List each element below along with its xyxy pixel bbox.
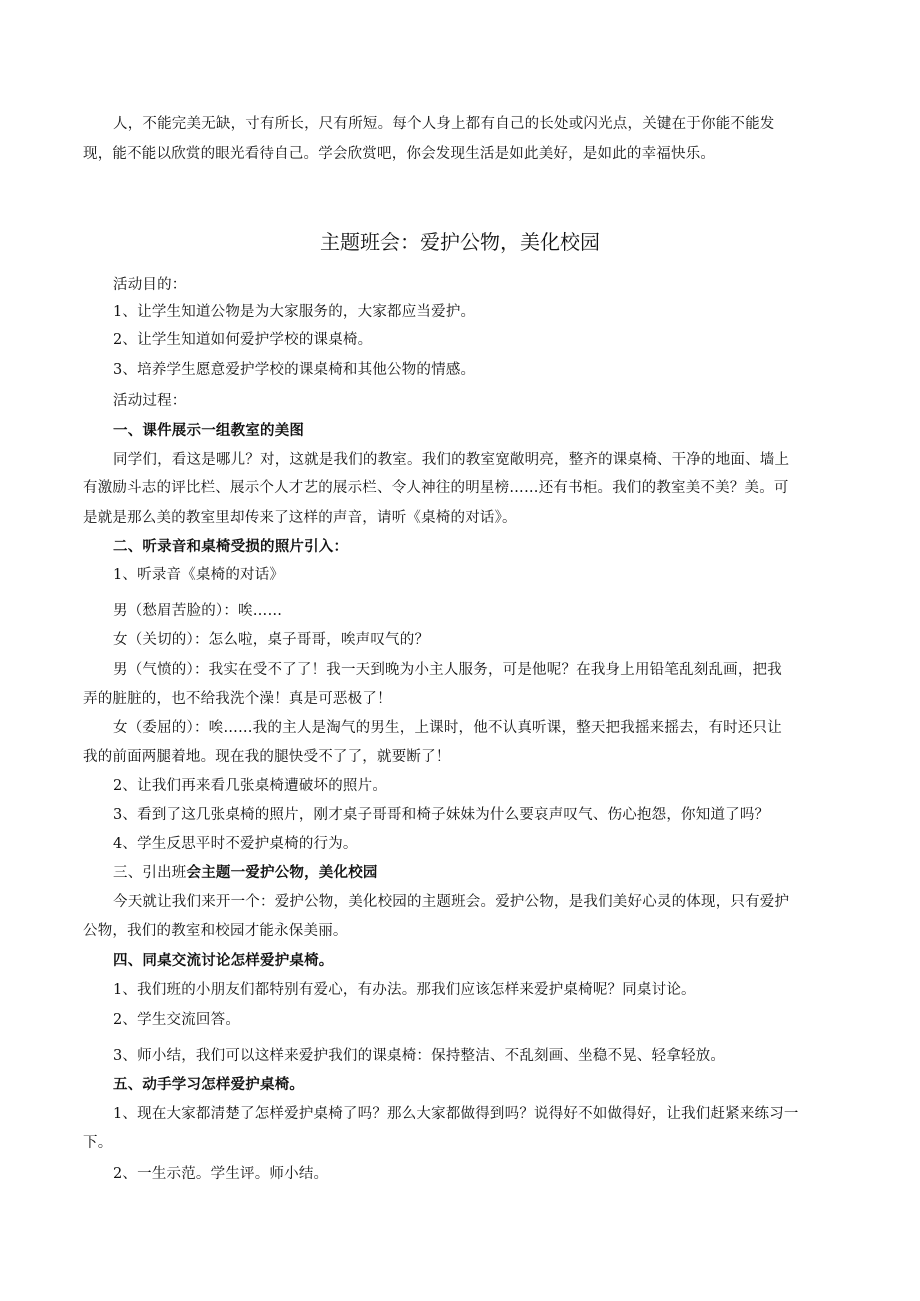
page-title: 主题班会：爱护公物，美化校园: [320, 230, 600, 254]
dialogue-line-3b: 弄的脏脏的，也不给我洗个澡！真是可恶极了！: [83, 691, 392, 707]
dialogue-line-4a: 女（委屈的）：唉……我的主人是淘气的男生，上课时，他不认真听课，整天把我摇来摇去，有时还只让: [113, 720, 782, 736]
section-3-paragraph-line-1: 今天就让我们来开一个：爱护公物，美化校园的主题班会。爱护公物，是我们美好心灵的体现，只有爱护: [113, 894, 790, 910]
section-2-item-2: 2、让我们再来看几张桌椅遭破坏的照片。: [113, 778, 388, 794]
section-4-item-1: 1、我们班的小朋友们都特别有爱心，有办法。那我们应该怎样来爱护桌椅呢？同桌讨论。: [113, 982, 696, 998]
section-2-item-4: 4、学生反思平时不爱护桌椅的行为。: [113, 836, 358, 852]
section-1-paragraph-line-2: 有激励斗志的评比栏、展示个人才艺的展示栏、令人神往的明星榜……还有书柜。我们的教室美不美？美。可: [83, 480, 789, 496]
section-5-item-1a: 1、现在大家都清楚了怎样爱护桌椅了吗？那么大家都做得到吗？说得好不如做得好，让我们赶紧来练习一: [113, 1106, 799, 1122]
section-3-paragraph-line-2: 公物，我们的教室和校园才能永保美丽。: [83, 923, 348, 939]
section-4-item-3: 3、师小结，我们可以这样来爱护我们的课桌椅：保持整洁、不乱刻画、坐稳不晃、轻拿轻放。: [113, 1048, 726, 1064]
dialogue-line-3a: 男（气愤的）：我实在受不了了！我一天到晚为小主人服务，可是他呢？在我身上用铅笔乱刻乱画，把我: [113, 662, 782, 678]
section-1-heading: 一、课件展示一组教室的美图: [113, 423, 305, 439]
section-1-paragraph-line-3: 是就是那么美的教室里却传来了这样的声音，请听《桌椅的对话》。: [83, 510, 517, 526]
section-3-heading-suffix: 会主题一爱护公物，美化校园: [186, 865, 378, 881]
section-4-heading: 四、同桌交流讨论怎样爱护桌椅。: [113, 953, 334, 969]
goal-heading: 活动目的：: [113, 277, 187, 293]
section-3-heading-prefix: 三、引出班: [113, 865, 187, 881]
section-2-heading: 二、听录音和桌椅受损的照片引入：: [113, 539, 349, 555]
goal-item-1: 1、让学生知道公物是为大家服务的，大家都应当爱护。: [113, 304, 476, 320]
section-3-heading: [113, 863, 840, 883]
section-4-item-2: 2、学生交流回答。: [113, 1012, 241, 1028]
section-5-item-2: 2、一生示范。学生评。师小结。: [113, 1166, 329, 1182]
section-2-item-1: 1、听录音《桌椅的对话》: [113, 567, 285, 583]
intro-paragraph-line-1: 人，不能完美无缺，寸有所长，尺有所短。每个人身上都有自己的长处或闪光点，关键在于你能不能发: [113, 116, 775, 132]
intro-paragraph-line-2: 现，能不能以欣赏的眼光看待自己。学会欣赏吧，你会发现生活是如此美好，是如此的幸福快乐。: [83, 146, 716, 162]
section-5-item-1b: 下。: [83, 1135, 113, 1151]
dialogue-line-2: 女（关切的）：怎么啦，桌子哥哥，唉声叹气的？: [113, 632, 430, 648]
dialogue-line-1: 男（愁眉苦脸的）：唉……: [113, 603, 283, 619]
goal-item-3: 3、培养学生愿意爱护学校的课桌椅和其他公物的情感。: [113, 362, 476, 378]
dialogue-line-4b: 我的前面两腿着地。现在我的腿快受不了了，就要断了！: [83, 749, 451, 765]
goal-item-2: 2、让学生知道如何爱护学校的课桌椅。: [113, 332, 373, 348]
section-2-item-3: 3、看到了这几张桌椅的照片，刚才桌子哥哥和椅子妹妹为什么要哀声叹气、伤心抱怨，你知道了吗？: [113, 807, 770, 823]
section-1-paragraph-line-1: 同学们，看这是哪儿？对，这就是我们的教室。我们的教室宽敞明亮，整齐的课桌椅、干净的地面、墙上: [113, 452, 790, 468]
section-5-heading: 五、动手学习怎样爱护桌椅。: [113, 1077, 305, 1093]
process-heading: 活动过程：: [113, 393, 187, 409]
